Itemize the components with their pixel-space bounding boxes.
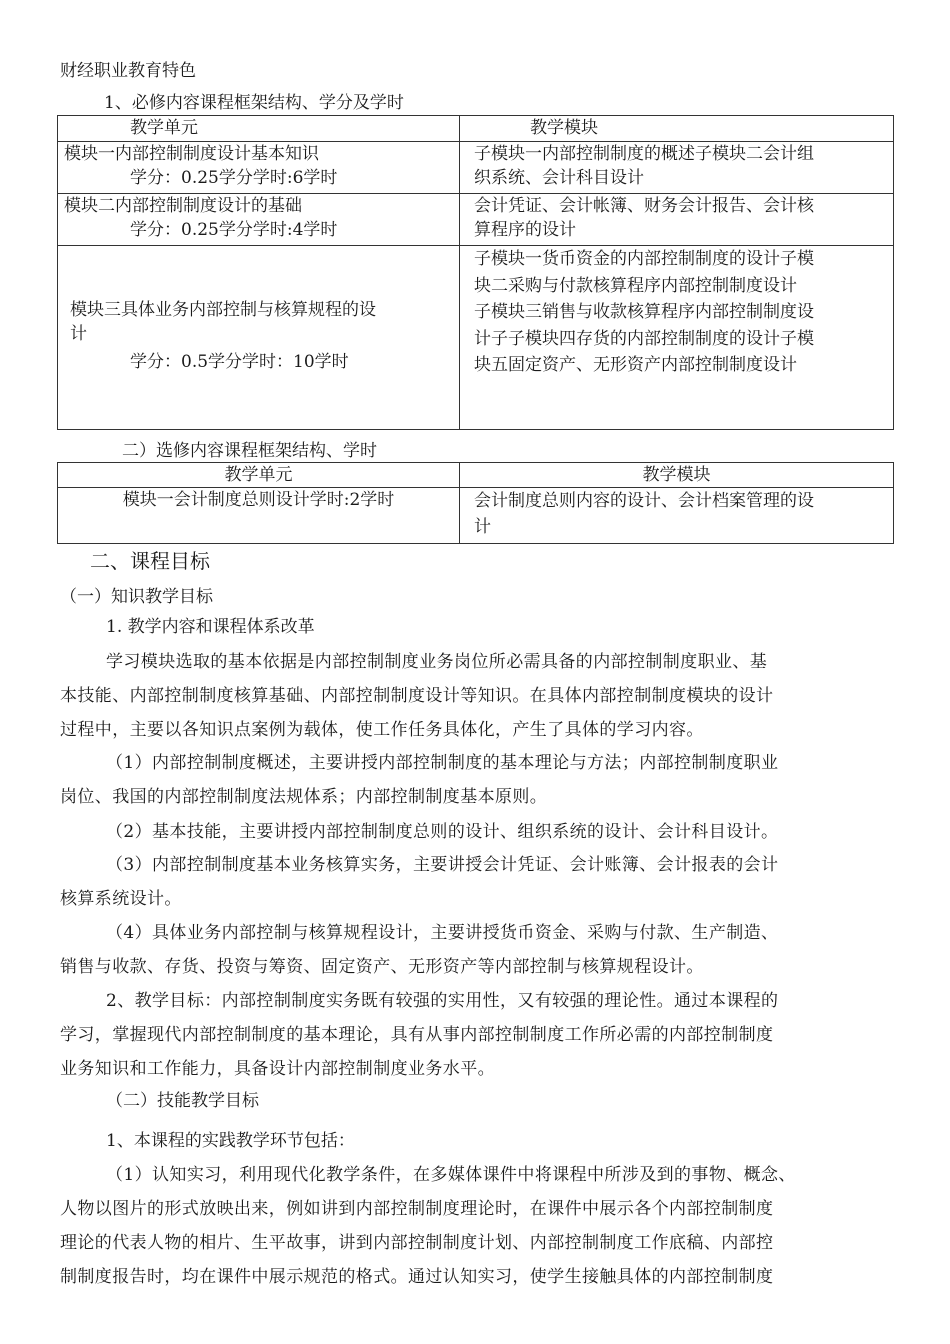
paragraph: 学习模块选取的基本依据是内部控制制度业务岗位所必需具备的内部控制制度职业、基 本技能、内部控制制度核算基础、内部控制制度设计等知识。在具体内部控制制度模块的设计 过程中，主要以各知识点案例为载体，使工作任务具体化，产生了具体的学习内容。 [60, 652, 774, 740]
unit-cell: 模块一内部控制制度设计基本知识 学分：0.25学分学时:6学时 [58, 142, 460, 194]
paragraph: （1）认知实习，利用现代化教学条件，在多媒体课件中将课程中所涉及到的事物、概念、 人物以图片的形式放映出来，例如讲到内部控制制度理论时，在课件中展示各个内部控制制度 理论的代表人物的相片、生平故事，讲到内部控制制度计划、内部控制制度工作底稿、内部控 制制度报告时，均在课件中展示规范的格式。通过认知实习，使学生接触具体的内部控制制度 [60, 1165, 796, 1287]
required-course-table [57, 115, 894, 430]
paragraph: （2）基本技能，主要讲授内部控制制度总则的设计、组织系统的设计、会计科目设计。 [106, 822, 779, 842]
table-header-unit: 教学单元 [58, 463, 460, 488]
table-header-module: 教学模块 [460, 116, 894, 142]
table-row [58, 194, 894, 246]
subsection-skills: （二）技能教学目标 [106, 1091, 259, 1111]
table-header-module: 教学模块 [460, 463, 894, 488]
paragraph: （3）内部控制制度基本业务核算实务，主要讲授会计凭证、会计账簿、会计报表的会计 核算系统设计。 [60, 855, 779, 909]
optional-course-table [57, 462, 894, 544]
optional-heading: 二）选修内容课程框架结构、学时 [122, 441, 377, 461]
module-cell: 会计凭证、会计帐簿、财务会计报告、会计核 算程序的设计 [460, 194, 894, 246]
module-cell: 子模块一内部控制制度的概述子模块二会计组 织系统、会计科目设计 [460, 142, 894, 194]
paragraph: 2、教学目标：内部控制制度实务既有较强的实用性，又有较强的理论性。通过本课程的 学习，掌握现代内部控制制度的基本理论，具有从事内部控制制度工作所必需的内部控制制度 业务知识和工作能力，具备设计内部控制制度业务水平。 [60, 991, 779, 1079]
paragraph: （4）具体业务内部控制与核算规程设计，主要讲授货币资金、采购与付款、生产制造、 销售与收款、存货、投资与筹资、固定资产、无形资产等内部控制与核算规程设计。 [60, 923, 779, 977]
module-cell: 会计制度总则内容的设计、会计档案管理的设 计 [460, 488, 894, 544]
section-title: 二、课程目标 [90, 549, 210, 573]
unit-cell: 模块三具体业务内部控制与核算规程的设 计 学分：0.5学分学时：10学时 [58, 246, 460, 430]
unit-cell: 模块二内部控制制度设计的基础 学分：0.25学分学时:4学时 [58, 194, 460, 246]
item-heading: 1、本课程的实践教学环节包括： [106, 1131, 355, 1151]
item-heading: 1. 教学内容和课程体系改革 [106, 617, 315, 637]
module-cell: 子模块一货币资金的内部控制制度的设计子模 块二采购与付款核算程序内部控制制度设计 子模块三销售与收款核算程序内部控制制度设 计子子模块四存货的内部控制制度的设计子模 块五固定资产、无形资产内部控制制度设计 [460, 246, 894, 430]
table-header-unit: 教学单元 [58, 116, 460, 142]
table-row [58, 142, 894, 194]
table-header-row [58, 463, 894, 488]
table-row [58, 488, 894, 544]
table-header-row [58, 116, 894, 142]
table-row [58, 246, 894, 430]
subsection-knowledge: （一）知识教学目标 [60, 587, 213, 607]
required-heading: 1、必修内容课程框架结构、学分及学时 [104, 93, 404, 113]
top-text: 财经职业教育特色 [60, 61, 196, 81]
paragraph: （1）内部控制制度概述，主要讲授内部控制制度的基本理论与方法；内部控制制度职业 岗位、我国的内部控制制度法规体系；内部控制制度基本原则。 [60, 753, 779, 807]
unit-cell: 模块一会计制度总则设计学时:2学时 [58, 488, 460, 544]
